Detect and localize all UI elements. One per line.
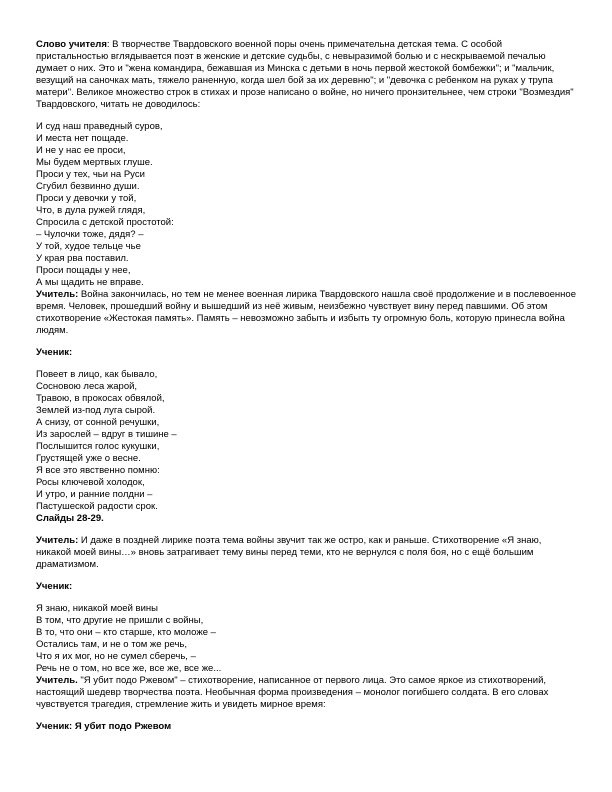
- poem-line: В то, что они – кто старше, кто моложе –: [36, 627, 216, 638]
- poem-line: Повеет в лицо, как бывало,: [36, 369, 158, 380]
- poem-line: Травою, в прокосах обвялой,: [36, 393, 165, 404]
- poem-line: У края рва поставил.: [36, 253, 129, 264]
- poem-line: В том, что другие не пришли с войны,: [36, 615, 204, 626]
- poem-line: У той, худое тельце чье: [36, 241, 141, 252]
- poem-line: Что я их мог, но не сумел сберечь, –: [36, 651, 196, 662]
- intro-paragraph: [36, 39, 576, 111]
- teacher-text: И даже в поздней лирике поэта тема войны звучит так же остро, как и раньше. Стихотворение «Я знаю, никакой моей вины…» вновь затрагивает тему вины перед теми, кто не вернулся с поля боя, но с ещё большим драматизмом.: [36, 535, 542, 570]
- poem-line: Остались там, и не о том же речь,: [36, 639, 187, 650]
- teacher-paragraph-1: [36, 289, 576, 337]
- slides-label: Слайды 28-29.: [36, 513, 104, 524]
- poem-line: И суд наш праведный суров,: [36, 121, 163, 132]
- student-label-1: Ученик:: [36, 347, 73, 358]
- teacher-label: Учитель:: [36, 535, 79, 546]
- teacher-label: Учитель:: [36, 289, 79, 300]
- poem-line: И утро, и ранние полдни –: [36, 489, 153, 500]
- poem-line: Сосновою леса жарой,: [36, 381, 138, 392]
- poem-line: Спросила с детской простотой:: [36, 217, 174, 228]
- poem-line: Речь не о том, но все же, все же, все же...: [36, 663, 222, 674]
- poem-line: Сгубил безвинно души.: [36, 181, 140, 192]
- poem-line: Пастушеской радости срок.: [36, 501, 158, 512]
- teacher-label: Учитель.: [36, 675, 78, 686]
- poem-line: Я все это явственно помню:: [36, 465, 160, 476]
- document-page: [36, 39, 576, 733]
- poem-line: Проси у тех, чьи на Руси: [36, 169, 145, 180]
- student-label-3: Ученик: Я убит подо Ржевом: [36, 721, 172, 732]
- poem-line: А снизу, от сонной речушки,: [36, 417, 160, 428]
- intro-label: Слово учителя: [36, 39, 107, 50]
- intro-text: : В творчестве Твардовского военной поры очень примечательна детская тема. С особой пристальностью вглядывается поэт в женские и детские судьбы, с невыразимой болью и с нескрываемой печалью думает о них. Это и "жена командира, бежавшая из Минска с детьми в ночь первой жестокой бомбежки"; и "мальчик, везущий на саночках мать, тяжело раненную, когда шел бой за их деревню"; и "девочка с ребенком на руках у трупа матери". Великое множество строк в стихах и прозе написано о войне, но ничего пронзительнее, чем строки "Возмездия" Твардовского, читать не доводилось:: [36, 39, 574, 110]
- poem-line: Мы будем мертвых глуше.: [36, 157, 153, 168]
- student-label-2: Ученик:: [36, 581, 73, 592]
- poem-line: Проси у девочки у той,: [36, 193, 137, 204]
- teacher-paragraph-2: [36, 535, 576, 571]
- poem-i-know: [36, 603, 576, 675]
- poem-line: Я знаю, никакой моей вины: [36, 603, 158, 614]
- poem-line: Что, в дула ружей глядя,: [36, 205, 146, 216]
- poem-retribution: [36, 121, 576, 289]
- poem-line: Землей из-под луга сырой.: [36, 405, 156, 416]
- teacher-text: Война закончилась, но тем не менее военная лирика Твардовского нашла своё продолжение и в послевоенное время. Человек, прошедший войну и вышедший из неё живым, неизбежно чувствует вину перед павшими. Об этом стихотворение «Жестокая память». Память – невозможно забыть и избыть ту огромную боль, которую принесла война людям.: [36, 289, 576, 336]
- poem-line: Грустящей уже о весне.: [36, 453, 141, 464]
- poem-line: Росы ключевой холодок,: [36, 477, 145, 488]
- poem-cruel-memory: [36, 369, 576, 513]
- poem-line: И места нет пощаде.: [36, 133, 129, 144]
- poem-line: Проси пощады у нее,: [36, 265, 131, 276]
- teacher-paragraph-3: [36, 675, 576, 711]
- poem-line: Из зарослей – вдруг в тишине –: [36, 429, 177, 440]
- teacher-text: "Я убит подо Ржевом" – стихотворение, написанное от первого лица. Это самое яркое из стихотворений, настоящий шедевр творчества поэта. Необычная форма произведения – монолог погибшего солдата. В его словах чувствуется трагедия, стремление жить и увидеть мирное время:: [36, 675, 549, 710]
- poem-line: А мы щадить не вправе.: [36, 277, 144, 288]
- poem-line: Послышится голос кукушки,: [36, 441, 160, 452]
- poem-line: – Чулочки тоже, дядя? –: [36, 229, 144, 240]
- poem-line: И не у нас ее проси,: [36, 145, 126, 156]
